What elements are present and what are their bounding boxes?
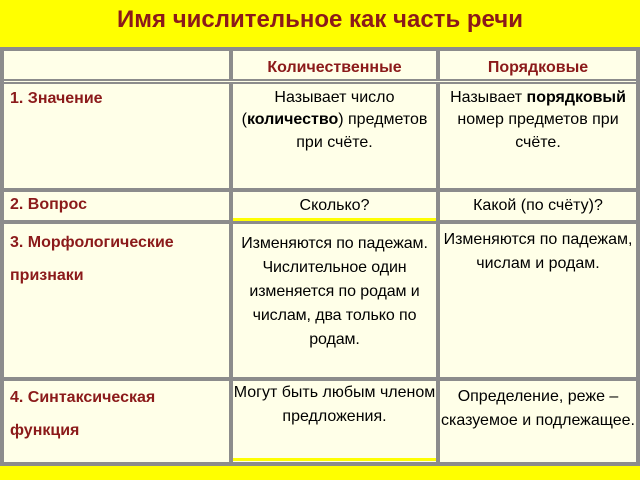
row-label-morphology-line1: 3. Морфологические xyxy=(10,234,174,251)
cell-syntax-ordinal: Определение, реже – сказуемое и подлежащее. xyxy=(440,381,636,462)
cell-meaning-cardinal xyxy=(233,84,436,188)
row-label-syntax xyxy=(4,381,229,462)
row-label-syntax-line1: 4. Синтаксическая xyxy=(10,389,156,406)
cell-meaning-ordinal-before: Называет xyxy=(450,89,527,106)
cell-meaning-ordinal xyxy=(440,84,636,188)
cell-meaning-cardinal-after: ) предметов при счёте. xyxy=(296,111,428,151)
cell-morphology-ordinal: Изменяются по падежам, числам и родам. xyxy=(440,224,636,377)
cell-meaning-cardinal-bold: количество xyxy=(246,111,339,129)
cell-meaning-ordinal-after: номер предметов при счёте. xyxy=(457,111,619,151)
cell-meaning-ordinal-bold: порядковый xyxy=(526,89,626,106)
cell-morphology-cardinal: Изменяются по падежам. Числительное один изменяется по родам и числам, два только по родам. xyxy=(233,224,436,377)
row-label-morphology xyxy=(4,224,229,377)
highlight-bar xyxy=(233,218,436,221)
row-label-meaning: 1. Значение xyxy=(4,84,229,188)
cell-meaning-cardinal-before: Называет число ( xyxy=(241,89,395,129)
column-header-ordinal: Порядковые xyxy=(440,51,636,79)
row-label-question: 2. Вопрос xyxy=(4,192,229,220)
header-separator-fill xyxy=(4,81,636,82)
comparison-table xyxy=(0,47,640,466)
highlight-bar xyxy=(233,458,436,461)
table-corner-cell xyxy=(4,51,229,79)
row-label-morphology-line2: признаки xyxy=(10,267,84,284)
slide-title: Имя числительное как часть речи xyxy=(117,6,523,33)
column-header-cardinal: Количественные xyxy=(233,51,436,79)
cell-question-cardinal: Сколько? xyxy=(233,192,436,220)
cell-question-ordinal: Какой (по счёту)? xyxy=(440,192,636,220)
row-label-syntax-line2: функция xyxy=(10,422,80,439)
cell-syntax-cardinal: Могут быть любым членом предложения. xyxy=(233,381,436,462)
